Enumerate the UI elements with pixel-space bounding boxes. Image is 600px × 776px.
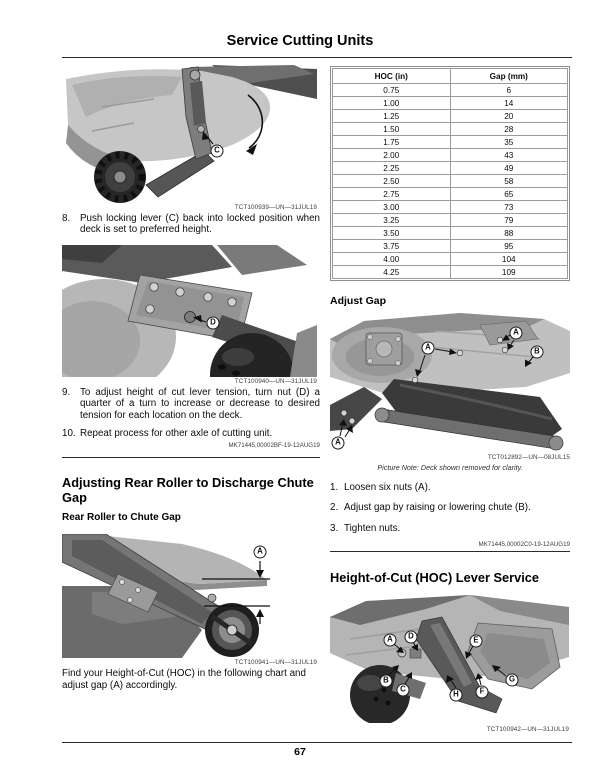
table-cell: 0.75 [333, 84, 451, 97]
table-row [333, 110, 568, 123]
doc-code-left: MK71445,00002BF-19-12AUG19 [228, 442, 320, 450]
step-2-text: Adjust gap by raising or lowering chute (B). [344, 502, 531, 514]
figure-roller-chute-gap [62, 534, 317, 658]
callout-a: A [332, 437, 345, 450]
page-title: Service Cutting Units [226, 33, 374, 49]
table-cell: 6 [450, 84, 568, 97]
figure-hoc-lever [330, 595, 569, 723]
step-3-text: Tighten nuts. [344, 522, 401, 534]
step-10-number: 10. [62, 428, 76, 440]
figure-adjust-gap-caption: TCT012892—UN—08JUL15 [487, 454, 570, 461]
callout-g: G [506, 674, 519, 687]
table-row [333, 253, 568, 266]
table-header-cell: Gap (mm) [450, 69, 568, 84]
sub-heading-roller-chute-gap: Rear Roller to Chute Gap [62, 512, 181, 524]
step-1 [330, 482, 570, 493]
table-cell: 79 [450, 214, 568, 227]
table-cell: 2.25 [333, 162, 451, 175]
step-9-text: To adjust height of cut lever tension, turn nut (D) a quarter of a turn to increase or decrease to desired tension for each location on the deck. [80, 386, 320, 421]
table-row [333, 149, 568, 162]
table-cell: 3.25 [333, 214, 451, 227]
callout-a: A [384, 634, 397, 647]
hoc-gap-table-wrapper [330, 66, 570, 281]
callout-f: F [476, 686, 489, 699]
callout-b: B [531, 346, 544, 359]
step-1-number: 1. [330, 482, 339, 493]
callout-a: A [422, 342, 435, 355]
left-column [62, 65, 320, 691]
table-cell: 43 [450, 149, 568, 162]
table-cell: 1.75 [333, 136, 451, 149]
table-row [333, 136, 568, 149]
step-9-number: 9. [62, 386, 71, 398]
step-8-number: 8. [62, 213, 71, 224]
figure-adjust-gap [330, 313, 570, 453]
callout-h: H [450, 689, 463, 702]
table-cell: 20 [450, 110, 568, 123]
step-8-text: Push locking lever (C) back into locked position when deck is set to preferred height. [80, 213, 320, 236]
table-row [333, 227, 568, 240]
figure-locking-lever-caption: TCT100939—UN—31JUL19 [234, 204, 317, 211]
step-1-text: Loosen six nuts (A). [344, 482, 431, 493]
table-cell: 73 [450, 201, 568, 214]
callout-d: D [207, 316, 220, 329]
hoc-gap-table [332, 68, 568, 279]
figure-adjust-gap-note: Picture Note: Deck shown removed for clarity. [377, 463, 523, 472]
table-cell: 95 [450, 240, 568, 253]
table-cell: 35 [450, 136, 568, 149]
figure-locking-lever [62, 65, 317, 203]
table-cell: 14 [450, 97, 568, 110]
header-rule [62, 57, 572, 58]
step-10-text: Repeat process for other axle of cutting unit. [80, 428, 273, 440]
table-row [333, 97, 568, 110]
table-row [333, 123, 568, 136]
page-number: 67 [294, 746, 306, 758]
step-8 [62, 213, 320, 236]
adjust-gap-steps [330, 482, 570, 534]
section-divider-left [62, 457, 320, 458]
heading-adjust-gap: Adjust Gap [330, 295, 387, 307]
table-header-row [333, 69, 568, 84]
section-heading-hoc-lever: Height-of-Cut (HOC) Lever Service [330, 570, 540, 586]
callout-c: C [397, 684, 410, 697]
table-cell: 49 [450, 162, 568, 175]
table-row [333, 84, 568, 97]
closing-text: Find your Height-of-Cut (HOC) in the following chart and adjust gap (A) accordingly. [62, 668, 306, 691]
figure-adjust-gap-illustration [330, 313, 570, 453]
table-cell: 1.25 [333, 110, 451, 123]
table-row [333, 240, 568, 253]
callout-c: C [211, 145, 224, 158]
step-9 [62, 387, 320, 421]
section-divider-right [330, 551, 570, 552]
table-cell: 2.75 [333, 188, 451, 201]
table-header-cell: HOC (in) [333, 69, 451, 84]
callout-b: B [380, 675, 393, 688]
table-cell: 58 [450, 175, 568, 188]
step-2 [330, 502, 570, 513]
step-3 [330, 523, 570, 534]
table-cell: 28 [450, 123, 568, 136]
callout-d: D [405, 631, 418, 644]
figure-hoc-lever-caption: TCT100942—UN—31JUL19 [486, 726, 569, 734]
figure-locking-lever-illustration [62, 65, 317, 203]
figure-hoc-lever-illustration [330, 595, 569, 723]
table-cell: 4.00 [333, 253, 451, 266]
table-cell: 1.50 [333, 123, 451, 136]
step-2-number: 2. [330, 502, 339, 514]
table-row [333, 188, 568, 201]
figure-tension-nut [62, 245, 317, 377]
figure-roller-chute-gap-caption: TCT100941—UN—31JUL19 [234, 659, 317, 667]
table-row [333, 201, 568, 214]
table-row [333, 214, 568, 227]
callout-a: A [254, 546, 267, 559]
table-cell: 3.50 [333, 227, 451, 240]
table-row [333, 266, 568, 279]
table-cell: 104 [450, 253, 568, 266]
figure-roller-chute-gap-illustration [62, 534, 317, 658]
callout-a: A [510, 327, 523, 340]
right-column [330, 66, 570, 733]
footer-rule [62, 742, 572, 743]
table-cell: 88 [450, 227, 568, 240]
table-cell: 2.00 [333, 149, 451, 162]
table-cell: 3.00 [333, 201, 451, 214]
step-10 [62, 428, 320, 439]
section-heading-rear-roller: Adjusting Rear Roller to Discharge Chute Gap [62, 475, 314, 506]
figure-tension-nut-illustration [62, 245, 317, 377]
table-cell: 1.00 [333, 97, 451, 110]
table-cell: 3.75 [333, 240, 451, 253]
table-cell: 4.25 [333, 266, 451, 279]
table-row [333, 175, 568, 188]
callout-e: E [470, 635, 483, 648]
figure-tension-nut-caption: TCT100940—UN—31JUL19 [234, 377, 317, 385]
table-row [333, 162, 568, 175]
table-cell: 109 [450, 266, 568, 279]
table-cell: 65 [450, 188, 568, 201]
doc-code-right: MK71445,00002C0-19-12AUG19 [478, 541, 570, 549]
step-3-number: 3. [330, 522, 339, 534]
table-cell: 2.50 [333, 175, 451, 188]
